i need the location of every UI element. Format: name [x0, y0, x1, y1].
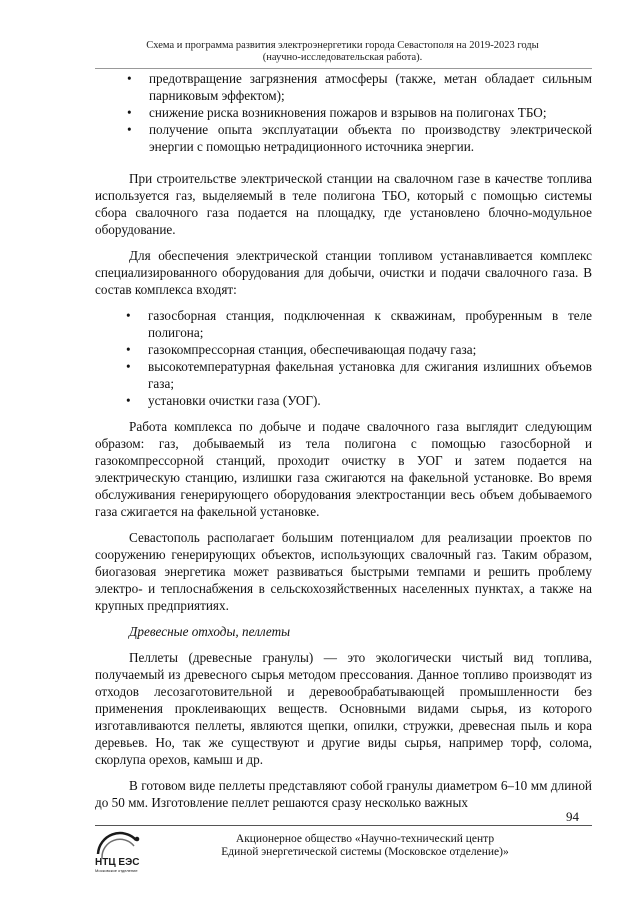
paragraph: При строительстве электрической станции на свалочном газе в качестве топлива используется газ, выделяемый в теле полигона ТБО, который с помощью системы сбора свалочного газа подается на площадку, где установлено блочно-модульное оборудование. — [95, 171, 592, 237]
header-line-2: (научно-исследовательская работа). — [262, 52, 423, 63]
paragraph: В готовом виде пеллеты представляют собой гранулы диаметром 6–10 мм длиной до 50 мм. Изготовление пеллет решаются сразу несколько важных — [95, 778, 592, 810]
header-divider — [95, 68, 592, 69]
list-item: • установки очистки газа (УОГ). — [95, 392, 592, 409]
list-item: • получение опыта эксплуатации объекта по производству электрической энергии с помощью нетрадиционного источника энергии. — [95, 121, 592, 155]
equipment-list — [95, 307, 592, 409]
paragraph: Севастополь располагает большим потенциалом для реализации проектов по сооружению генерирующих объектов, использующих свалочный газ. Таким образом, биогазовая энергетика может развиваться быстрыми темпами и решить проблему электро- и теплоснабжения в сельскохозяйственных населенных пунктах, а также на крупных предприятиях. — [95, 530, 592, 613]
logo-text: НТЦ ЕЭС — [95, 857, 140, 868]
benefits-list — [95, 70, 592, 155]
footer-line-1: Акционерное общество «Научно-технический центр — [235, 833, 495, 845]
list-item: • предотвращение загрязнения атмосферы (также, метан обладает сильным парниковым эффектом); — [95, 70, 592, 104]
logo-subtext: Московское отделение — [95, 868, 138, 873]
document-body — [95, 70, 592, 811]
list-item: • газокомпрессорная станция, обеспечивающая подачу газа; — [95, 341, 592, 358]
paragraph: Работа комплекса по добыче и подаче свалочного газа выглядит следующим образом: газ, добываемый из тела полигона с помощью газосборной и газокомпрессорной станций, проходит очистку в УОГ и затем подается на электрическую станцию, излишки газа сжигаются на факельной установке. Во время обслуживания генерирующего оборудования электростанции весь объем добываемого газа сжигается на факельной установке. — [95, 419, 592, 519]
page-header — [95, 40, 590, 64]
list-item: • снижение риска возникновения пожаров и взрывов на полигонах ТБО; — [95, 104, 592, 121]
section-title: Древесные отходы, пеллеты — [129, 624, 291, 639]
footer-organization — [175, 833, 555, 859]
header-line-1: Схема и программа развития электроэнергетики города Севастополя на 2019-2023 годы — [146, 40, 539, 51]
paragraph: Для обеспечения электрической станции топливом устанавливается комплекс специализированного оборудования для добычи, очистки и подачи свалочного газа. В состав комплекса входят: — [95, 248, 592, 297]
footer-line-2: Единой энергетической системы (Московское отделение)» — [221, 846, 509, 858]
list-item: • газосборная станция, подключенная к скважинам, пробуренным в теле полигона; — [95, 307, 592, 341]
paragraph: Пеллеты (древесные гранулы) — это экологически чистый вид топлива, получаемый из древесного сырья методом прессования. Данное топливо производят из отходов лесозаготовительной и деревообрабатывающей промышленности без применения проклеивающих веществ. Основными видами сырья, из которого изготавливаются пеллеты, являются щепки, опилки, стружки, древесная пыль и кора деревьев. Но, так же существуют и другие виды сырья, например торф, солома, скорлупа орехов, камыш и др. — [95, 650, 592, 767]
page-number: 94 — [566, 809, 579, 824]
list-item: • высокотемпературная факельная установка для сжигания излишних объемов газа; — [95, 358, 592, 392]
company-logo — [90, 830, 150, 874]
footer-divider — [95, 825, 592, 826]
